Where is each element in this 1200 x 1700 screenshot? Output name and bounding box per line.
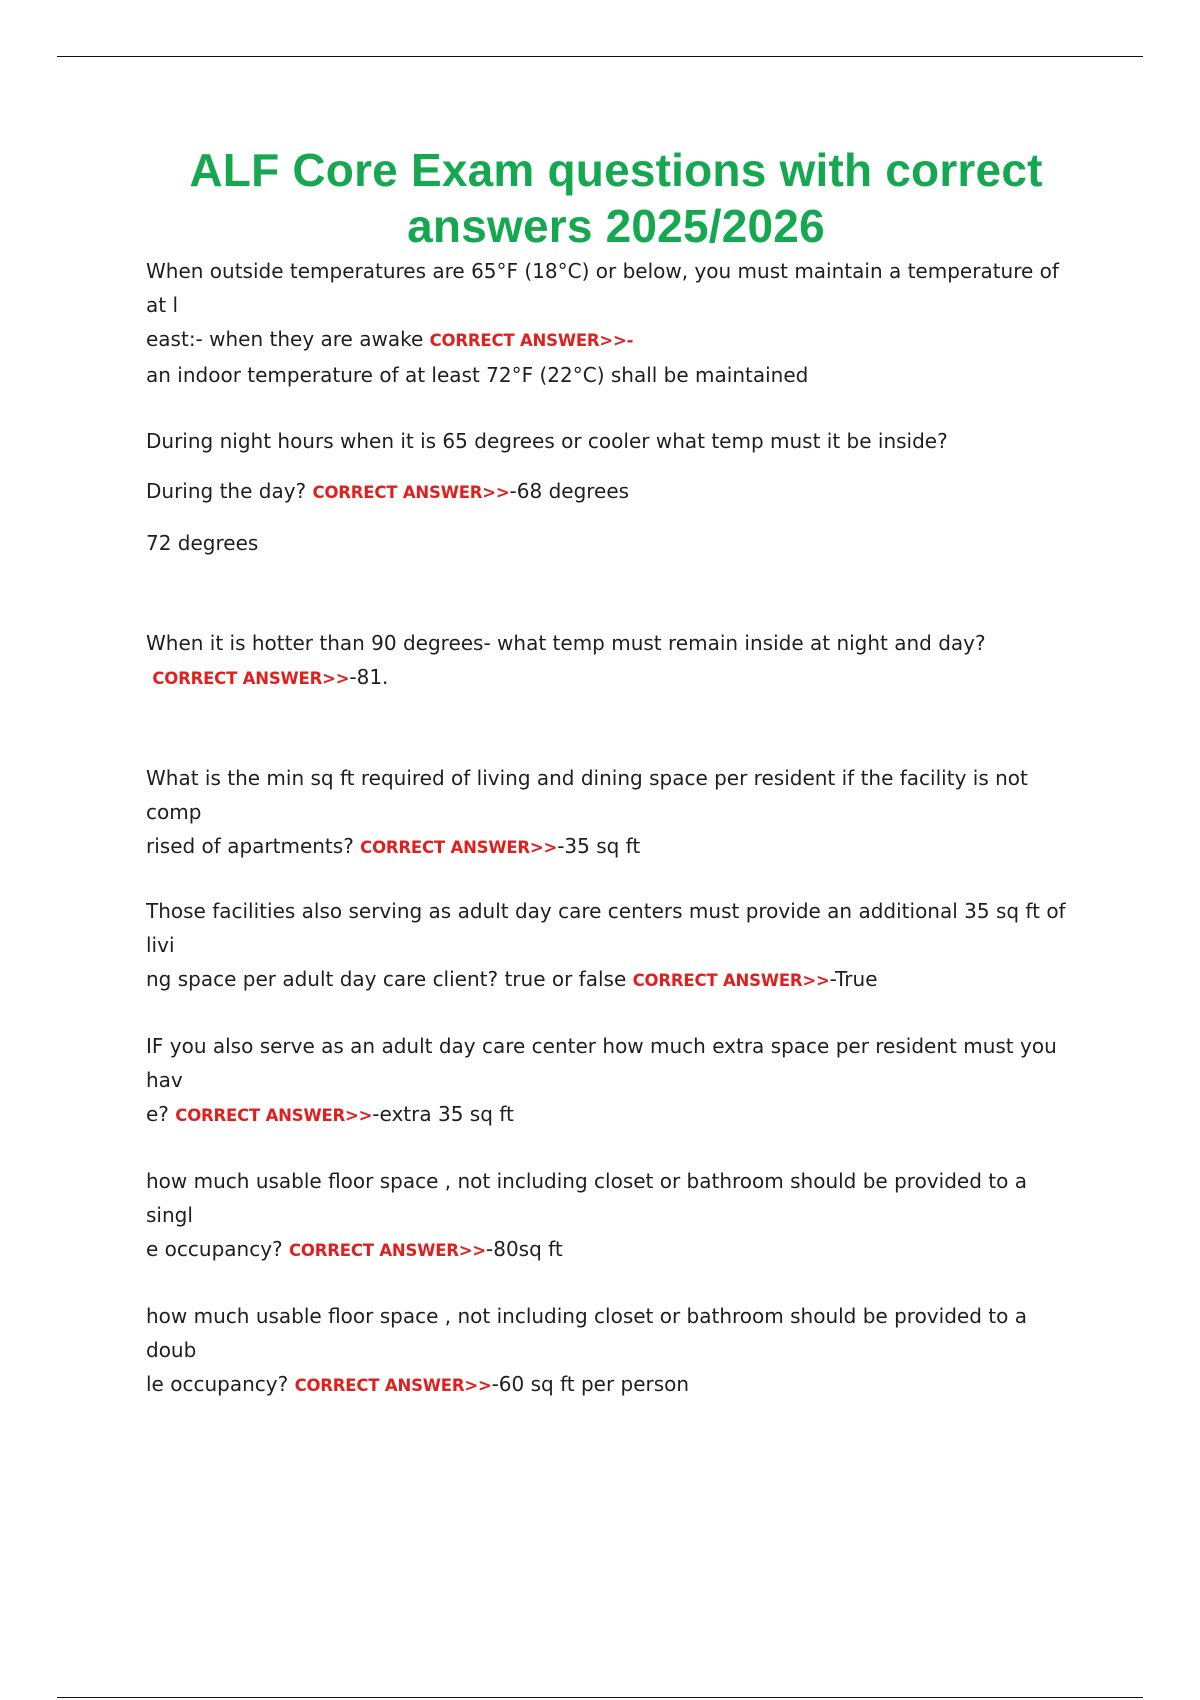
qa-item-8 [146, 1299, 1076, 1403]
question-text: east:- when they are awake [146, 327, 430, 351]
qa-item-3 [146, 626, 1076, 696]
question-text: What is the min sq ft required of living and dining space per resident if the facility is not comp [146, 766, 1028, 824]
title-line-2: answers 2025/2026 [407, 200, 825, 252]
correct-answer-tag: CORRECT ANSWER>> [175, 1106, 373, 1125]
bottom-rule [57, 1697, 1143, 1698]
qa-item-4 [146, 761, 1076, 865]
correct-answer-tag: CORRECT ANSWER>> [312, 483, 510, 502]
qa-item-1 [146, 254, 1076, 392]
question-text: le occupancy? [146, 1372, 295, 1396]
title-line-1: ALF Core Exam questions with correct [189, 144, 1043, 196]
correct-answer-tag: CORRECT ANSWER>> [294, 1376, 492, 1395]
question-text: e occupancy? [146, 1237, 289, 1261]
qa-item-5 [146, 894, 1076, 998]
correct-answer-tag: CORRECT ANSWER>> [152, 669, 350, 688]
answer-text: -35 sq ft [557, 834, 641, 858]
answer-text: -extra 35 sq ft [372, 1102, 514, 1126]
correct-answer-tag: CORRECT ANSWER>> [289, 1241, 487, 1260]
answer-text: -68 degrees [509, 479, 630, 503]
answer-text: - [626, 331, 634, 350]
answer-text: -81. [349, 665, 389, 689]
question-text: Those facilities also serving as adult day care centers must provide an additional 35 sq ft of livi [146, 899, 1066, 957]
correct-answer-tag: CORRECT ANSWER>> [632, 971, 830, 990]
correct-answer-tag: CORRECT ANSWER>> [360, 838, 558, 857]
question-text: rised of apartments? [146, 834, 361, 858]
qa-item-6 [146, 1029, 1076, 1133]
qa-item-2 [146, 424, 1076, 560]
answer-text: an indoor temperature of at least 72°F (22°C) shall be maintained [146, 363, 809, 387]
top-rule [57, 56, 1143, 57]
answer-text: -80sq ft [486, 1237, 563, 1261]
correct-answer-tag: CORRECT ANSWER>> [429, 331, 627, 350]
document-title [120, 142, 1112, 254]
question-text: During night hours when it is 65 degrees or cooler what temp must it be inside? [146, 429, 948, 453]
answer-text: -True [829, 967, 878, 991]
question-text: e? [146, 1102, 176, 1126]
question-text: how much usable floor space , not including closet or bathroom should be provided to a doub [146, 1304, 1027, 1362]
answer-text: -60 sq ft per person [491, 1372, 690, 1396]
question-text: how much usable floor space , not including closet or bathroom should be provided to a singl [146, 1169, 1027, 1227]
question-text: IF you also serve as an adult day care center how much extra space per resident must you hav [146, 1034, 1057, 1092]
qa-item-7 [146, 1164, 1076, 1268]
question-text: When it is hotter than 90 degrees- what temp must remain inside at night and day? [146, 631, 986, 655]
question-text: During the day? [146, 479, 313, 503]
question-text: ng space per adult day care client? true or false [146, 967, 633, 991]
question-text: When outside temperatures are 65°F (18°C) or below, you must maintain a temperature of at l [146, 259, 1059, 317]
answer-text: 72 degrees [146, 531, 259, 555]
